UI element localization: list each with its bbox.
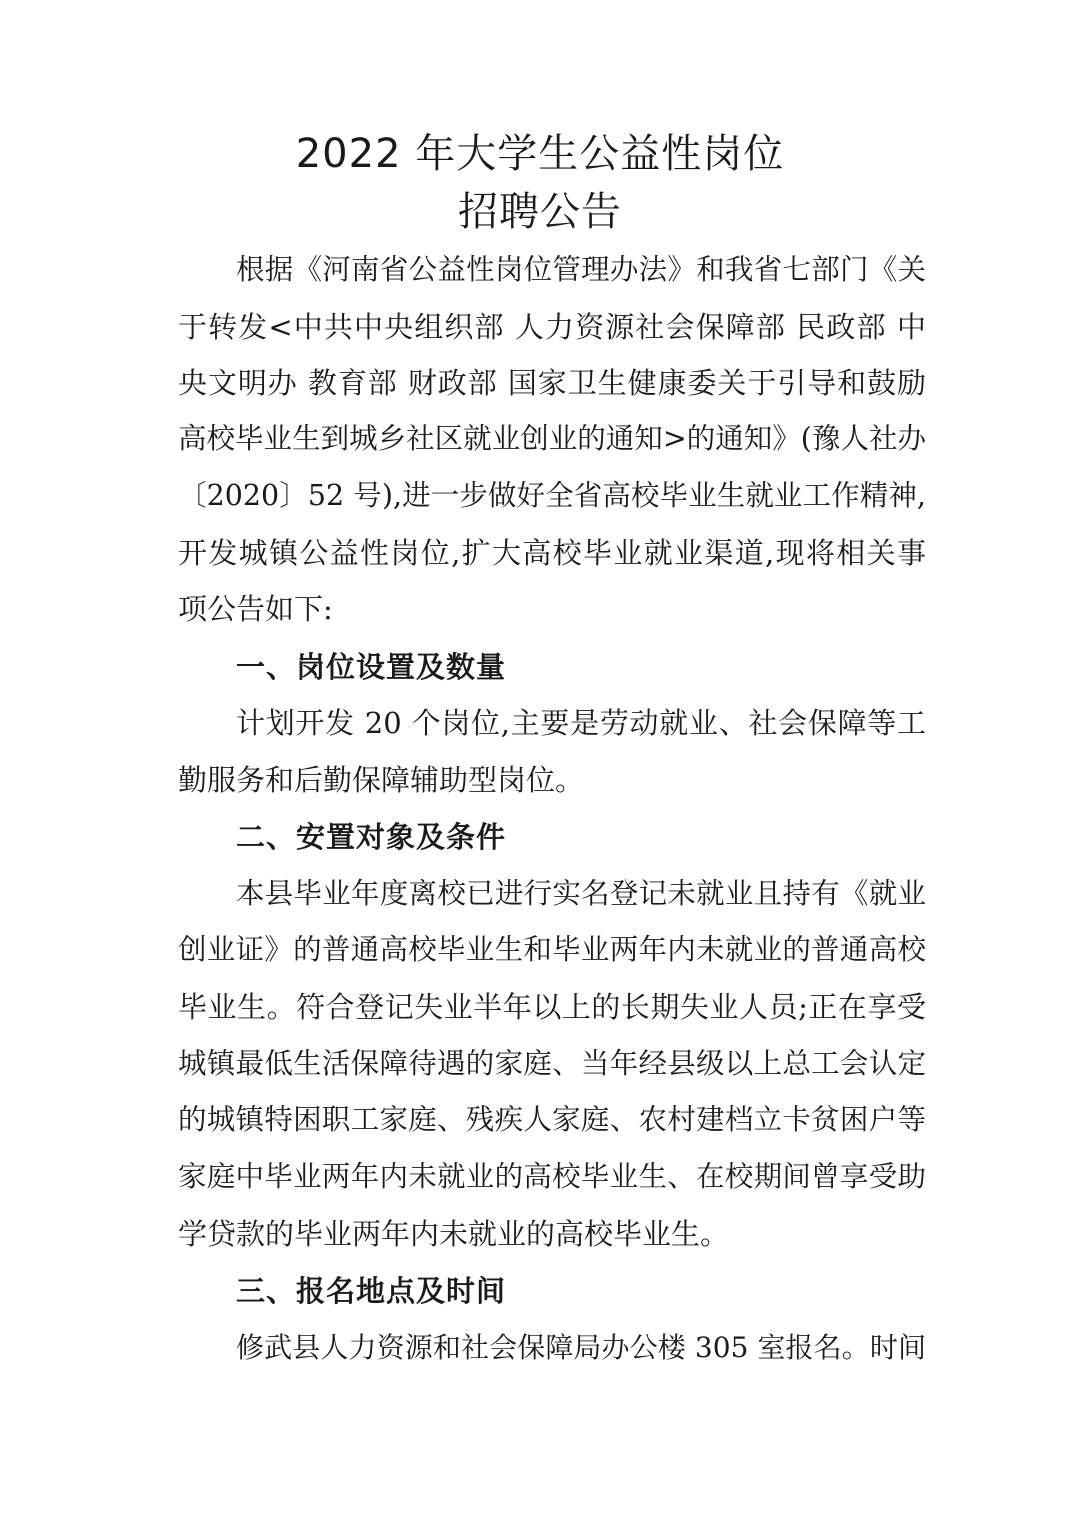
intro-line: 高校毕业生到城乡社区就业创业的通知>的通知》(豫人社办 xyxy=(178,422,926,455)
document-title: 2022 年大学生公益性岗位 xyxy=(295,131,785,177)
section-line: 计划开发 20 个岗位,主要是劳动就业、社会保障等工 xyxy=(236,706,926,740)
intro-line: 根据《河南省公益性岗位管理办法》和我省七部门《关 xyxy=(236,253,926,286)
intro-line: 〔2020〕52 号),进一步做好全省高校毕业生就业工作精神, xyxy=(178,479,926,512)
section-line: 勤服务和后勤保障辅助型岗位。 xyxy=(178,763,585,797)
section-line: 学贷款的毕业两年内未就业的高校毕业生。 xyxy=(178,1217,730,1251)
section-line: 毕业生。符合登记失业半年以上的长期失业人员;正在享受 xyxy=(178,990,926,1024)
document-subtitle: 招聘公告 xyxy=(458,189,622,235)
section-line: 创业证》的普通高校毕业生和毕业两年内未就业的普通高校 xyxy=(178,933,926,966)
section-line: 修武县人力资源和社会保障局办公楼 305 室报名。时间 xyxy=(236,1331,926,1364)
section-heading: 二、安置对象及条件 xyxy=(236,820,507,854)
intro-line: 央文明办 教育部 财政部 国家卫生健康委关于引导和鼓励 xyxy=(178,366,926,400)
intro-line: 项公告如下: xyxy=(178,592,333,626)
section-line: 的城镇特困职工家庭、残疾人家庭、农村建档立卡贫困户等 xyxy=(178,1103,926,1136)
intro-line: 开发城镇公益性岗位,扩大高校毕业就业渠道,现将相关事 xyxy=(178,536,926,570)
section-line: 本县毕业年度离校已进行实名登记未就业且持有《就业 xyxy=(236,877,926,910)
section-heading: 三、报名地点及时间 xyxy=(236,1274,507,1308)
section-line: 家庭中毕业两年内未就业的高校毕业生、在校期间曾享受助 xyxy=(178,1160,926,1193)
section-heading: 一、岗位设置及数量 xyxy=(236,650,507,684)
section-line: 城镇最低生活保障待遇的家庭、当年经县级以上总工会认定 xyxy=(178,1047,926,1080)
intro-line: 于转发<中共中央组织部 人力资源社会保障部 民政部 中 xyxy=(178,310,926,344)
